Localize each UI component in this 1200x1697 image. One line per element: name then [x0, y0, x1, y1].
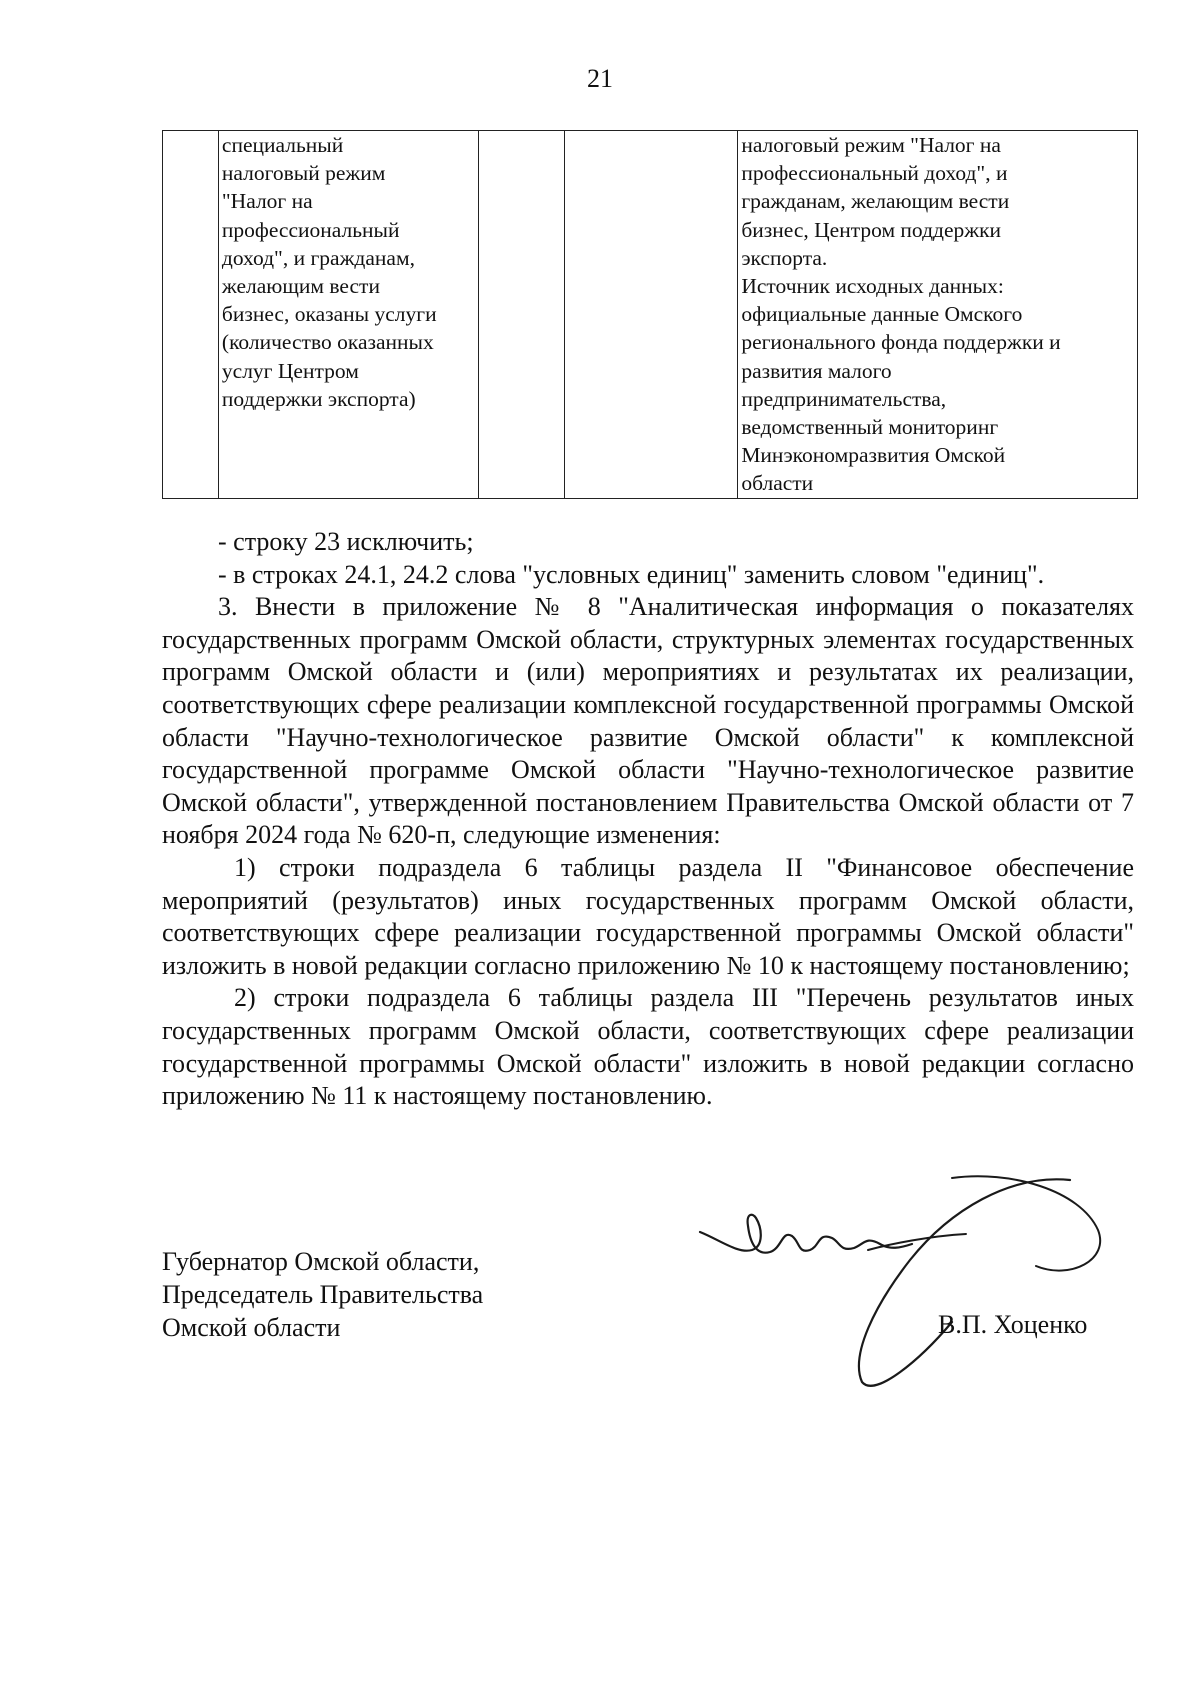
cell-line: налоговый режим — [221, 161, 386, 186]
cell-line: (количество оказанных — [221, 330, 434, 355]
table-cell-method — [738, 131, 1138, 499]
table-cell-number — [163, 131, 219, 499]
cell-line: желающим вести — [221, 274, 380, 299]
continued-table — [162, 130, 1138, 499]
cell-line: налоговый режим "Налог на — [741, 133, 1001, 157]
paragraph-item-2: 2) строки подраздела 6 таблицы раздела III "Перечень результатов иных государственных программ Омской области, соответствующих сфере реализации государственной программы Омской области" изложить в новой редакции согласно приложению № 11 к настоящему постановлению. — [162, 983, 1134, 1111]
signer-line: Омской области — [162, 1313, 341, 1342]
cell-line: гражданам, желающим вести — [741, 189, 1010, 214]
cell-line: профессиональный — [221, 217, 400, 242]
cell-line: поддержки экспорта) — [221, 386, 416, 411]
cell-line: услуг Центром — [221, 358, 359, 383]
handwritten-signature — [690, 1170, 1110, 1390]
signer-line: Губернатор Омской области, — [162, 1247, 480, 1276]
signer-name: В.П. Хоценко — [938, 1310, 1088, 1339]
document-body — [162, 526, 1134, 1113]
cell-line: специальный — [221, 133, 344, 157]
cell-line: Источник исходных данных: — [741, 274, 1004, 299]
cell-line: экспорта. — [741, 245, 828, 270]
table-row — [163, 131, 1138, 499]
cell-line: бизнес, Центром поддержки — [741, 217, 1002, 242]
cell-line: развития малого — [741, 358, 892, 383]
table-cell-value — [564, 131, 738, 499]
cell-line: предпринимательства, — [741, 386, 947, 411]
cell-line: бизнес, оказаны услуги — [221, 302, 437, 327]
cell-line: официальные данные Омского — [741, 302, 1023, 327]
cell-line: профессиональный доход", и — [741, 161, 1008, 186]
cell-line: ведомственный мониторинг — [741, 415, 999, 440]
cell-line: "Налог на — [221, 189, 313, 214]
cell-line: Минэкономразвития Омской — [741, 443, 1006, 468]
page-number: 21 — [587, 64, 613, 93]
paragraph-item-1: 1) строки подраздела 6 таблицы раздела II "Финансовое обеспечение мероприятий (результатов) иных государственных программ Омской области, соответствующих сфере реализации государственной программы Омской области" изложить в новой редакции согласно приложению № 10 к настоящему постановлению; — [162, 852, 1134, 980]
paragraph-replace-words: - в строках 24.1, 24.2 слова "условных единиц" заменить словом "единиц". — [218, 559, 1045, 589]
paragraph-exclude-row: - строку 23 исключить; — [218, 527, 474, 556]
cell-line: регионального фонда поддержки и — [741, 330, 1061, 355]
table-cell-indicator — [218, 131, 478, 499]
signer-line: Председатель Правительства — [162, 1280, 484, 1309]
signer-title — [162, 1245, 483, 1344]
table-cell-unit — [478, 131, 564, 499]
cell-line: области — [741, 471, 814, 496]
paragraph-amend-appendix-8: 3. Внести в приложение № 8 "Аналитическая информация о показателях государственных программ Омской области, структурных элементах государственных программ Омской области и (или) мероприятиях и результатах их реализации, соответствующих сфере реализации комплексной государственной программы Омской области "Научно-технологическое развитие Омской области" к комплексной государственной программе Омской области "Научно-технологическое развитие Омской области", утвержденной постановлением Правительства Омской области от 7 ноября 2024 года № 620-п, следующие изменения: — [162, 592, 1134, 850]
cell-line: доход", и гражданам, — [221, 245, 415, 270]
